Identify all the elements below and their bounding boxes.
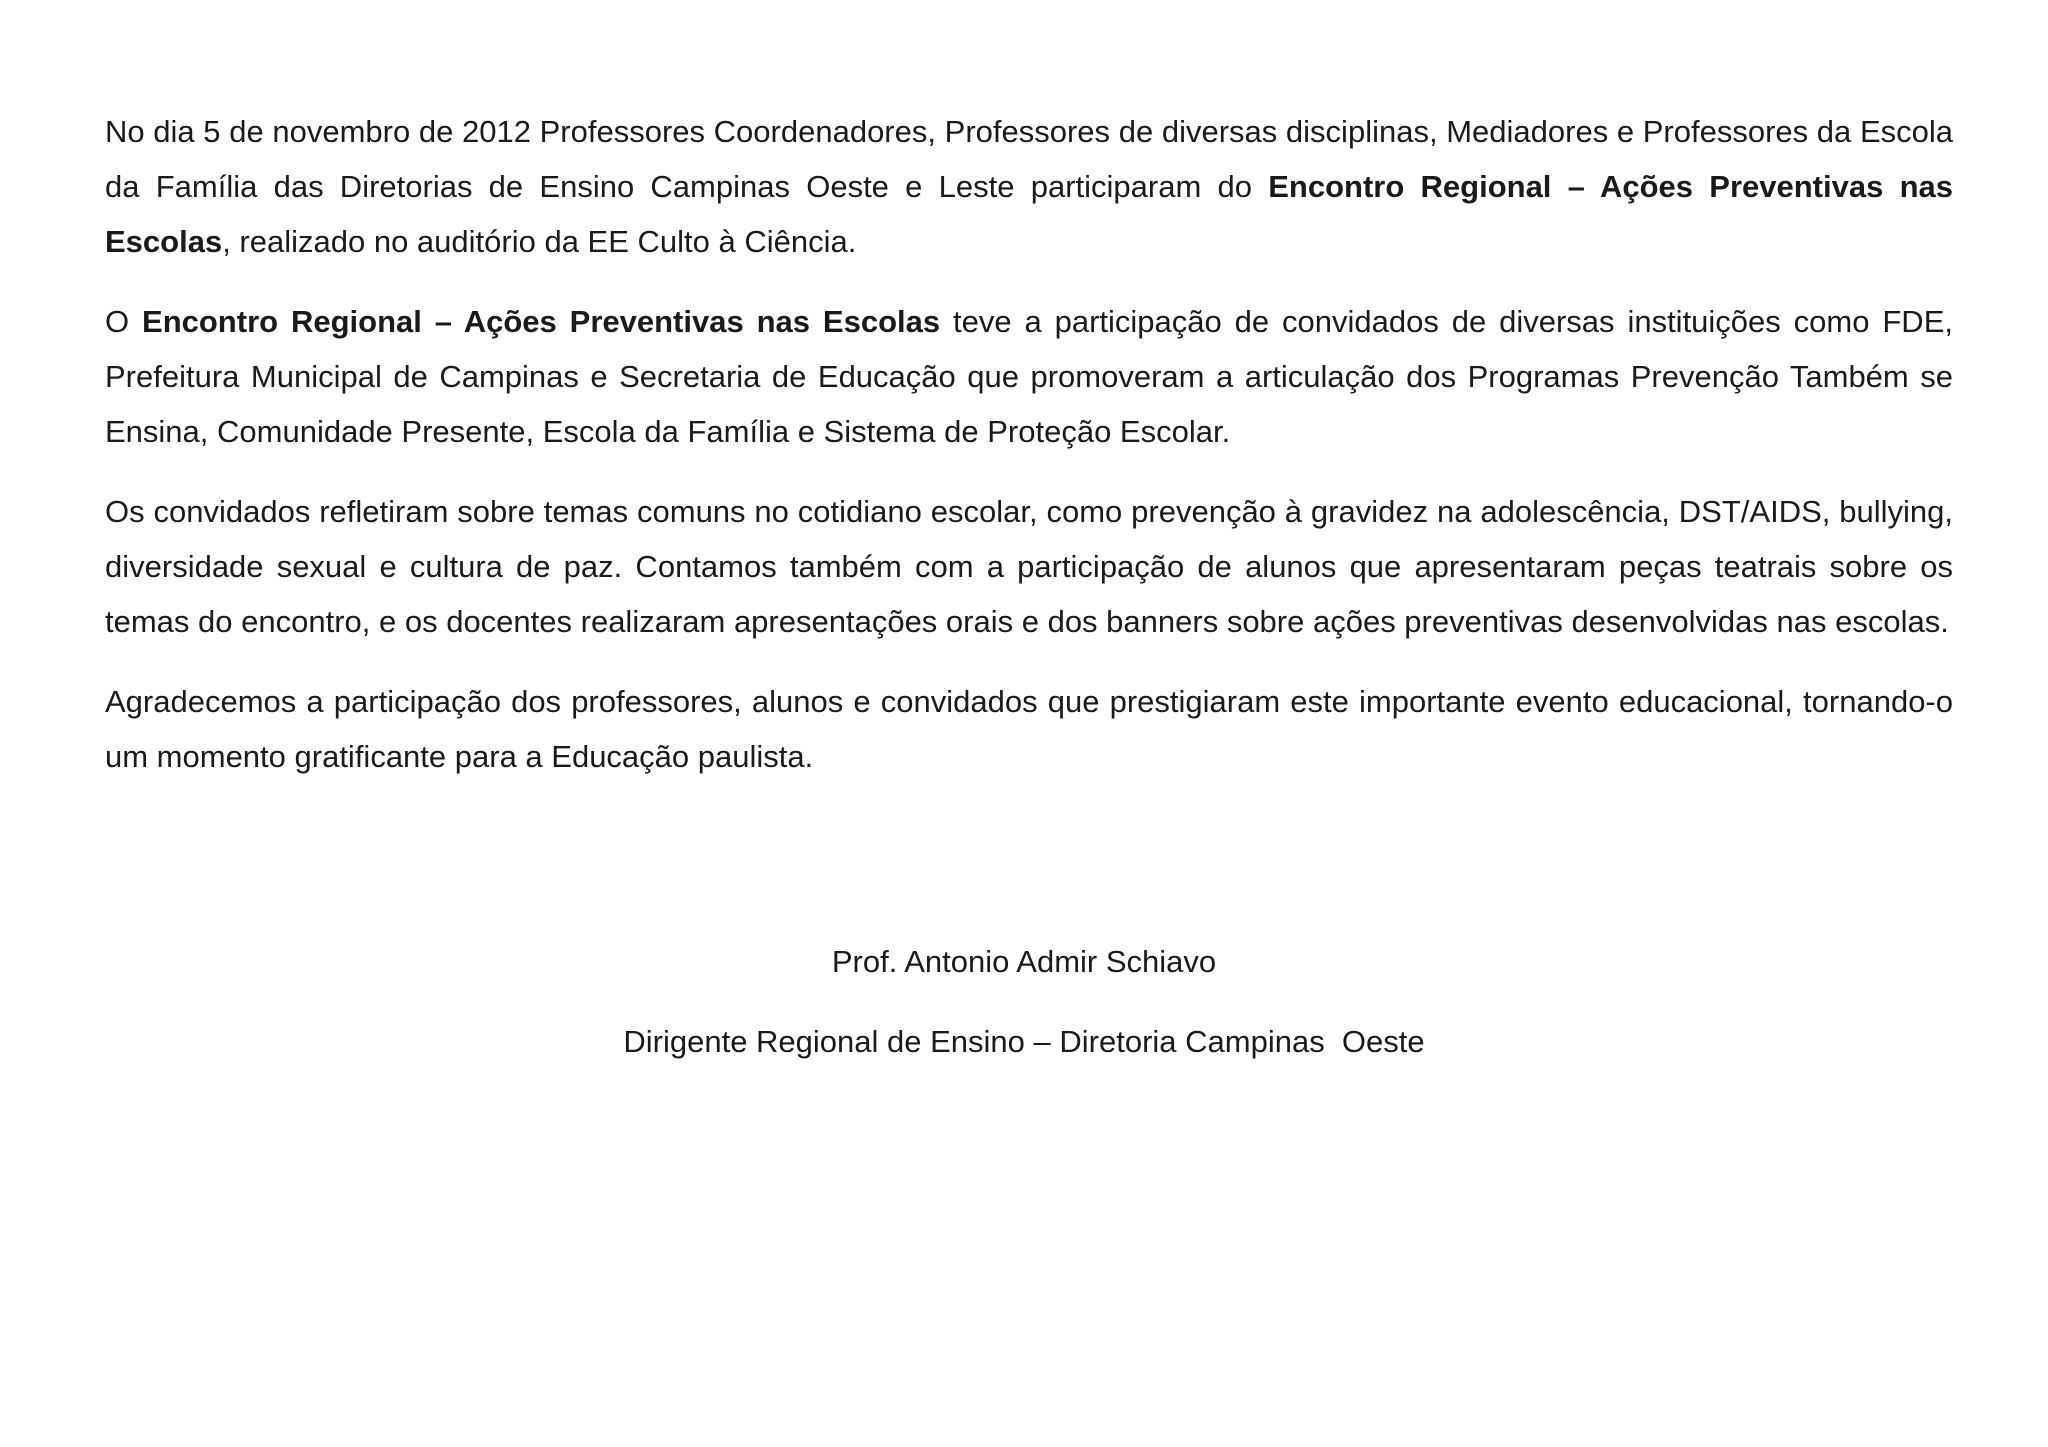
paragraph-2-text-start: O bbox=[105, 304, 143, 339]
signature-role: Dirigente Regional de Ensino – Diretoria Campinas Oeste bbox=[623, 1024, 1425, 1059]
paragraph-2 bbox=[105, 294, 1953, 459]
signature-name: Prof. Antonio Admir Schiavo bbox=[831, 944, 1217, 979]
document-body bbox=[105, 104, 1953, 809]
event-name-bold: Encontro Regional – Ações Preventivas nas Escolas bbox=[105, 169, 1953, 259]
event-name-bold: Encontro Regional – Ações Preventivas nas Escolas bbox=[142, 304, 941, 339]
paragraph-1 bbox=[105, 104, 1953, 269]
paragraph-4: Agradecemos a participação dos professores, alunos e convidados que prestigiaram este importante evento educacional, tornando-o um momento gratificante para a Educação paulista. bbox=[105, 684, 1953, 774]
paragraph-2-text-end: teve a participação de convidados de diversas instituições como FDE, Prefeitura Municipal de Campinas e Secretaria de Educação que promoveram a articulação dos Programas Prevenção Também se Ensina, Comunidade Presente, Escola da Família e Sistema de Proteção Escolar. bbox=[105, 304, 1953, 449]
paragraph-1-text-end: , realizado no auditório da EE Culto à Ciência. bbox=[222, 224, 857, 259]
paragraph-1-text-start: No dia 5 de novembro de 2012 Professores Coordenadores, Professores de diversas disciplinas, Mediadores e Professores da Escola da Família das Diretorias de Ensino Campinas Oeste e Leste participaram do bbox=[105, 114, 1953, 204]
paragraph-3: Os convidados refletiram sobre temas comuns no cotidiano escolar, como prevenção à gravidez na adolescência, DST/AIDS, bullying, diversidade sexual e cultura de paz. Contamos também com a participação de alunos que apresentaram peças teatrais sobre os temas do encontro, e os docentes realizaram apresentações orais e dos banners sobre ações preventivas desenvolvidas nas escolas. bbox=[105, 494, 1953, 639]
